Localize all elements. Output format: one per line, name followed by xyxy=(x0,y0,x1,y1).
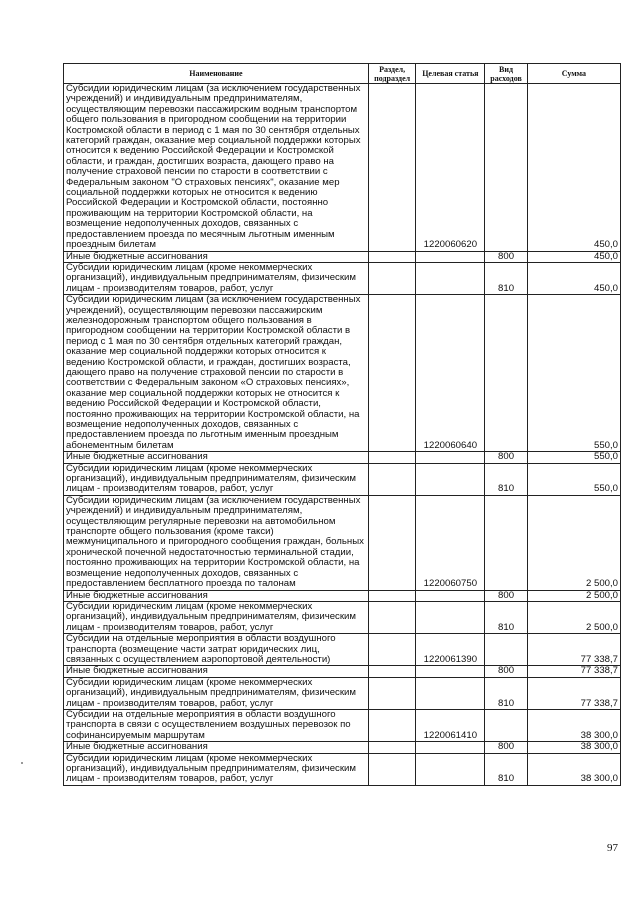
row-type xyxy=(485,634,528,666)
row-type: 810 xyxy=(485,262,528,294)
row-sum: 38 300,0 xyxy=(527,709,620,741)
row-sum: 550,0 xyxy=(527,463,620,495)
row-section xyxy=(368,84,416,252)
row-name: Иные бюджетные ассигнования xyxy=(64,666,369,677)
row-sum: 450,0 xyxy=(527,262,620,294)
row-section xyxy=(368,709,416,741)
table-row xyxy=(64,84,621,252)
row-target: 1220060640 xyxy=(416,295,485,452)
row-sum: 38 300,0 xyxy=(527,753,620,785)
row-sum: 77 338,7 xyxy=(527,634,620,666)
row-section xyxy=(368,495,416,590)
row-sum: 450,0 xyxy=(527,84,620,252)
row-name: Иные бюджетные ассигнования xyxy=(64,742,369,753)
row-section xyxy=(368,677,416,709)
row-type: 800 xyxy=(485,590,528,601)
row-section xyxy=(368,601,416,633)
table-row xyxy=(64,677,621,709)
row-section xyxy=(368,251,416,262)
row-type: 800 xyxy=(485,742,528,753)
row-target xyxy=(416,452,485,463)
row-name: Субсидии юридическим лицам (за исключением государственных учреждений) и индивидуальным предпринимателям, осуществляющим перевозки пассажирским водным транспортом общего пользования в пригородном сообщении на территории Костромской области в период с 1 мая по 30 сентября отдельных категорий граждан, оказание мер социальной поддержки которых относится к ведению Российской Федерации и Костромской области, и граждан, достигших возраста, дающего право на получение страховой пенсии по старости в соответствии с Федеральным законом "О страховых пенсиях", оказание мер социальной поддержки которых не относится к ведению Российской Федерации и Костромской области, постоянно проживающим на территории Костромской области, на возмещение недополученных доходов, связанных с предоставлением проезда по месячным льготным именным проездным билетам xyxy=(64,84,369,252)
table-row xyxy=(64,666,621,677)
row-section xyxy=(368,742,416,753)
table-row xyxy=(64,601,621,633)
row-section xyxy=(368,753,416,785)
budget-table xyxy=(63,63,621,786)
row-type: 810 xyxy=(485,677,528,709)
row-target xyxy=(416,666,485,677)
row-name: Иные бюджетные ассигнования xyxy=(64,452,369,463)
row-target xyxy=(416,677,485,709)
header-sum: Сумма xyxy=(527,64,620,84)
header-target: Целевая статья xyxy=(416,64,485,84)
header-type: Вид расходов xyxy=(485,64,528,84)
row-name: Субсидии юридическим лицам (за исключением государственных учреждений), осуществляющим перевозки пассажирским железнодорожным транспортом общего пользования в пригородном сообщении на территории Костромской области в период с 1 мая по 30 сентября отдельных категорий граждан, оказание мер социальной поддержки которых относится к ведению Костромской области, и граждан, достигших возраста, дающего право на получение страховой пенсии по старости в соответствии с Федеральным законом «О страховых пенсиях», оказание мер социальной поддержки которых не относится к ведению Российской Федерации и Костромской области, постоянно проживающих на территории Костромской области, на возмещение недополученных доходов, связанных с предоставлением проезда по льготным именным проездным абонементным билетам xyxy=(64,295,369,452)
row-name: Субсидии на отдельные мероприятия в области воздушного транспорта в связи с осуществлением воздушных перевозок по софинансируемым маршрутам xyxy=(64,709,369,741)
row-sum: 77 338,7 xyxy=(527,666,620,677)
table-row xyxy=(64,742,621,753)
row-section xyxy=(368,262,416,294)
row-type xyxy=(485,709,528,741)
row-name: Субсидии на отдельные мероприятия в области воздушного транспорта (возмещение части затрат юридических лиц, связанных с осуществлением аэропортовой деятельности) xyxy=(64,634,369,666)
row-name: Субсидии юридическим лицам (кроме некоммерческих организаций), индивидуальным предпринимателям, физическим лицам - производителям товаров, работ, услуг xyxy=(64,262,369,294)
row-sum: 2 500,0 xyxy=(527,495,620,590)
row-sum: 2 500,0 xyxy=(527,590,620,601)
row-target: 1220060750 xyxy=(416,495,485,590)
row-target: 1220061390 xyxy=(416,634,485,666)
row-type: 810 xyxy=(485,463,528,495)
row-type: 800 xyxy=(485,452,528,463)
table-header-row xyxy=(64,64,621,84)
row-section xyxy=(368,634,416,666)
row-type xyxy=(485,495,528,590)
row-section xyxy=(368,590,416,601)
row-sum: 550,0 xyxy=(527,452,620,463)
table-row xyxy=(64,262,621,294)
row-section xyxy=(368,452,416,463)
row-name: Субсидии юридическим лицам (кроме некоммерческих организаций), индивидуальным предпринимателям, физическим лицам - производителям товаров, работ, услуг xyxy=(64,601,369,633)
row-type: 800 xyxy=(485,251,528,262)
row-type xyxy=(485,295,528,452)
row-name: Иные бюджетные ассигнования xyxy=(64,251,369,262)
row-name: Субсидии юридическим лицам (кроме некоммерческих организаций), индивидуальным предпринимателям, физическим лицам - производителям товаров, работ, услуг xyxy=(64,463,369,495)
row-sum: 2 500,0 xyxy=(527,601,620,633)
row-type: 810 xyxy=(485,753,528,785)
table-row xyxy=(64,709,621,741)
row-sum: 77 338,7 xyxy=(527,677,620,709)
table-row xyxy=(64,590,621,601)
row-sum: 550,0 xyxy=(527,295,620,452)
table-row xyxy=(64,753,621,785)
row-target: 1220060620 xyxy=(416,84,485,252)
header-section: Раздел, подраздел xyxy=(368,64,416,84)
table-row xyxy=(64,463,621,495)
table-row xyxy=(64,495,621,590)
table-row xyxy=(64,452,621,463)
row-target xyxy=(416,251,485,262)
row-target xyxy=(416,742,485,753)
row-name: Иные бюджетные ассигнования xyxy=(64,590,369,601)
row-target xyxy=(416,601,485,633)
row-section xyxy=(368,666,416,677)
row-target xyxy=(416,463,485,495)
row-sum: 38 300,0 xyxy=(527,742,620,753)
row-type: 810 xyxy=(485,601,528,633)
row-type xyxy=(485,84,528,252)
row-target xyxy=(416,262,485,294)
row-section xyxy=(368,463,416,495)
table-row xyxy=(64,634,621,666)
page-number: 97 xyxy=(607,842,618,854)
row-section xyxy=(368,295,416,452)
row-name: Субсидии юридическим лицам (кроме некоммерческих организаций), индивидуальным предпринимателям, физическим лицам - производителям товаров, работ, услуг xyxy=(64,677,369,709)
row-target: 1220061410 xyxy=(416,709,485,741)
row-name: Субсидии юридическим лицам (кроме некоммерческих организаций), индивидуальным предпринимателям, физическим лицам - производителям товаров, работ, услуг xyxy=(64,753,369,785)
table-row xyxy=(64,295,621,452)
row-name: Субсидии юридическим лицам (за исключением государственных учреждений) и индивидуальным предпринимателям, осуществляющим регулярные перевозки на автомобильном транспорте общего пользования (кроме такси) межмуниципального и пригородного сообщения граждан, больных хронической почечной недостаточностью терминальной стадии, постоянно проживающих на территории Костромской области, на возмещение недополученных доходов, связанных с предоставлением бесплатного проезда по талонам xyxy=(64,495,369,590)
row-target xyxy=(416,590,485,601)
row-type: 800 xyxy=(485,666,528,677)
row-sum: 450,0 xyxy=(527,251,620,262)
scan-speck xyxy=(21,762,23,764)
row-target xyxy=(416,753,485,785)
table-row xyxy=(64,251,621,262)
header-name: Наименование xyxy=(64,64,369,84)
